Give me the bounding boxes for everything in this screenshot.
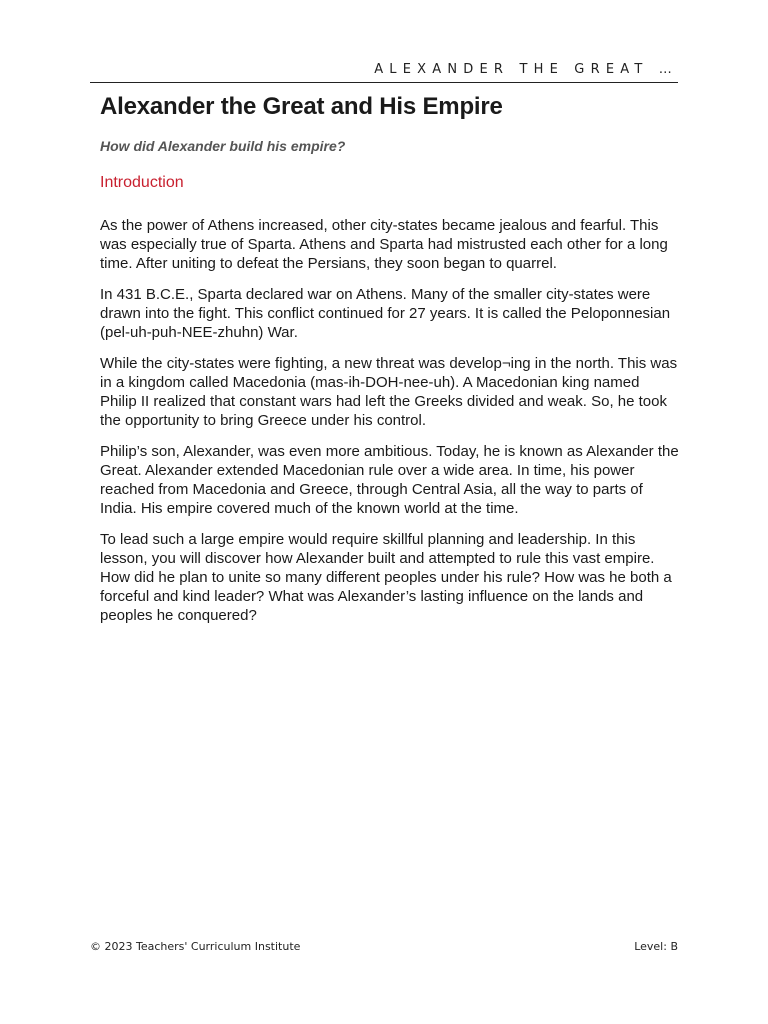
paragraph: While the city-states were fighting, a new threat was develop¬ing in the north. This was in a kingdom called Macedonia (mas-ih-DOH-nee-uh). A Macedonian king named Philip II realized that constant wars had left the Greeks divided and weak. So, he took the opportunity to bring Greece under his control.	[100, 355, 678, 429]
footer-copyright: © 2023 Teachers' Curriculum Institute	[90, 940, 301, 953]
footer-level: Level: B	[634, 940, 678, 953]
paragraph: Philip’s son, Alexander, was even more ambitious. Today, he is known as Alexander the Great. Alexander extended Macedonian rule over a wide area. In time, his power reached from Macedonia and Greece, through Central Asia, all the way to parts of India. His empire covered much of the known world at the time.	[100, 443, 679, 517]
body-text	[100, 216, 680, 637]
header-rule	[90, 82, 678, 83]
section-heading-introduction: Introduction	[100, 174, 184, 191]
paragraph: As the power of Athens increased, other city-states became jealous and fearful. This was especially true of Sparta. Athens and Sparta had mistrusted each other for a long time. After uniting to defeat the Persians, they soon began to quarrel.	[100, 217, 668, 272]
page-title: Alexander the Great and His Empire	[100, 93, 503, 120]
paragraph: In 431 B.C.E., Sparta declared war on Athens. Many of the smaller city-states were drawn into the fight. This conflict continued for 27 years. It is called the Peloponnesian (pel-uh-puh-NEE-zhuhn) War.	[100, 286, 671, 341]
paragraph: To lead such a large empire would require skillful planning and leadership. In this lesson, you will discover how Alexander built and attempted to rule this vast empire. How did he plan to unite so many different peoples under his rule? How was he both a forceful and kind leader? What was Alexander’s lasting influence on the lands and peoples he conquered?	[100, 531, 672, 624]
running-header: ALEXANDER THE GREAT …	[374, 62, 678, 77]
essential-question: How did Alexander build his empire?	[100, 138, 346, 154]
